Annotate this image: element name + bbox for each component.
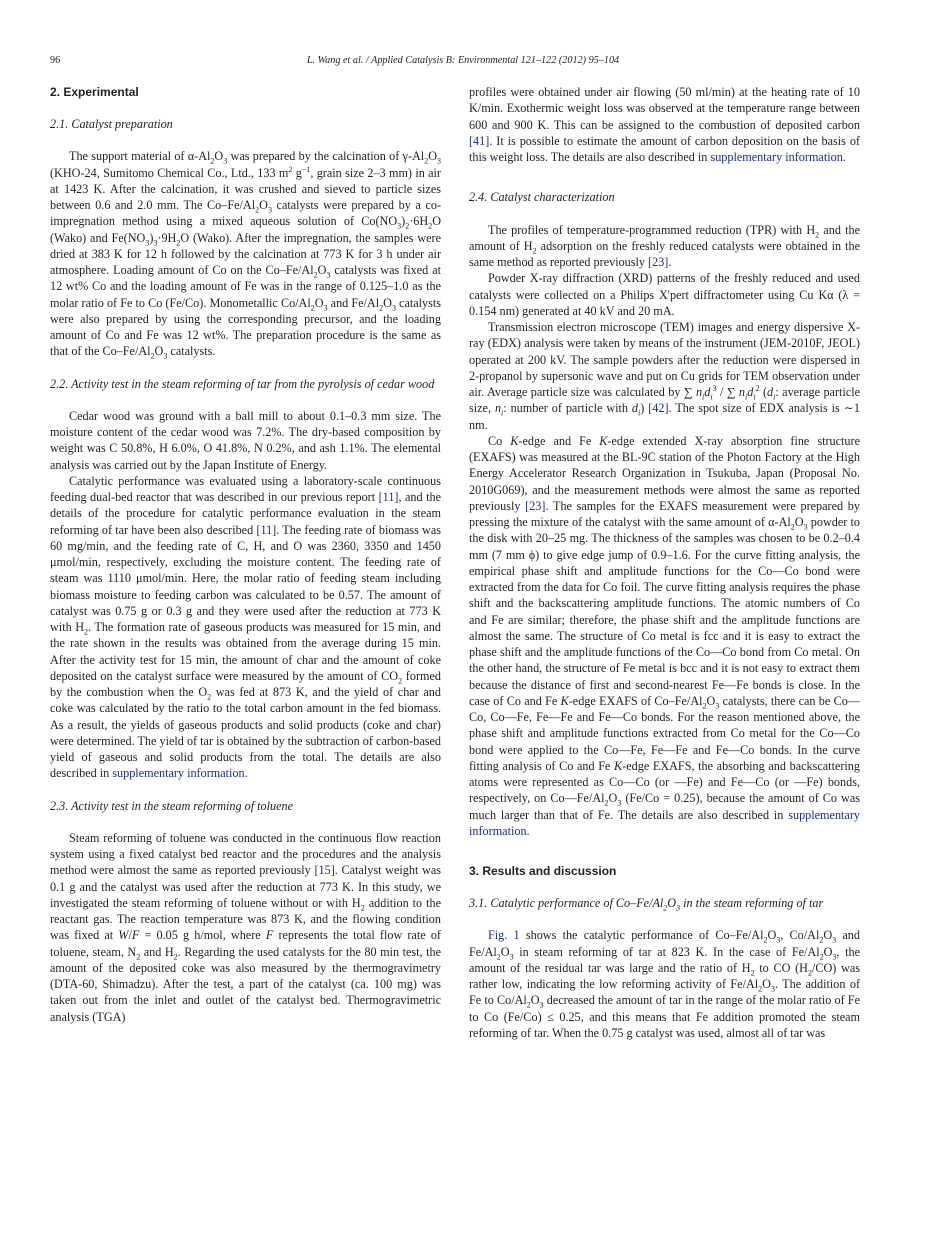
paragraph: Cedar wood was ground with a ball mill to about 0.1–0.3 mm size. The moisture content of the cedar wood was 7.2%. The dry-based composition by weight was C 50.8%, H 6.0%, O 41.8%, N 0.2%, and ash 1.1%. The elemental analysis was carried out by the Japan Institute of Energy.: [50, 408, 441, 472]
supplementary-information-link[interactable]: supplementary information: [112, 766, 245, 781]
paragraph: Powder X-ray diffraction (XRD) patterns of the freshly reduced and used catalysts were collected on a Philips X'pert diffractometer using Cu Kα (λ = 0.154 nm) generated at 40 kV and 20 mA.: [469, 271, 860, 318]
subsection-heading-catalyst-characterization: 2.4. Catalyst characterization: [469, 190, 615, 205]
supplementary-information-link[interactable]: supplementary information: [710, 150, 843, 164]
supplementary-information-link[interactable]: supplementary information: [469, 807, 860, 838]
subsection-heading-catalyst-preparation: 2.1. Catalyst preparation: [50, 117, 173, 131]
right-column: [469, 84, 860, 1041]
citation-link[interactable]: [11]: [378, 490, 399, 504]
paragraph: profiles were obtained under air flowing (50 ml/min) at the heating rate of 10 K/min. Exothermic weight loss was observed at the temperature range between 600 and 900 K. This can be assigned to the combustion of deposited carbon [41]. It is possible to estimate the amount of carbon deposition on the basis of this weight loss. The details are also described in supplementary information.: [469, 85, 860, 164]
citation-link[interactable]: [15]: [314, 863, 335, 878]
running-head: L. Wang et al. / Applied Catalysis B: Environmental 121–122 (2012) 95–104: [306, 55, 620, 66]
citation-link[interactable]: [41]: [469, 133, 490, 148]
citation-link[interactable]: [23]: [525, 498, 546, 513]
citation-link[interactable]: [11]: [256, 522, 277, 537]
figure-link[interactable]: Fig. 1: [488, 928, 520, 943]
subsection-heading-activity-test-toluene: 2.3. Activity test in the steam reforming of toluene: [50, 798, 294, 813]
paragraph: Fig. 1 shows the catalytic performance of $Co-Fe/Al_2O_3$, $Co/Al_2O_3$ and $Fe/Al_2O_3$ in steam reforming of tar at 823 K. In the case of $Fe/Al_2O_3$, the amount of the residual tar was large and the ratio of $H_2$ to CO $(H_2/CO)$ was rather low, indicating the low reforming activity of $Fe/Al_2O_3$. The addition of Fe to $Co/Al_2O_3$ decreased the amount of tar in the range of the molar ratio of Fe to Co (Fe/Co) ≤ 0.25, and this means that Fe addition promoted the steam reforming of tar. When the 0.75 g catalyst was used, almost all of tar was: [469, 928, 860, 1040]
section-heading-experimental: 2. Experimental: [50, 85, 139, 99]
paragraph: Catalytic performance was evaluated using a laboratory-scale continuous feeding dual-bed reactor that was described in our previous report [11], and the details of the procedure for catalytic performance evaluation in the steam reforming of tar have been also described [11]. The feeding rate of biomass was 60 mg/min, and the feeding rate of C, H, and O was 2360, 3350 and 1450 μmol/min, respectively, excluding the moisture content. The feeding rate of steam was 1110 μmol/min. Here, the molar ratio of feeding steam including biomass moisture to feeding carbon was calculated to be 0.57. The amount of catalyst was 0.75 g or 0.3 g and they were used after the reduction at 773 K with $H_2$. The formation rate of gaseous products was measured for 15 min, and the rate shown in the results was obtained from the average during 15 min. After the activity test for 15 min, the amount of char and the amount of coke deposited on the catalyst surface were measured by the amount of $CO_2$ formed by the combustion when the $O_2$ was fed at 873 K, and the yield of char and coke was calculated by the ratio to the total carbon amount in the fed biomass. As a result, the yields of gaseous products and solid products (coke and char) were determined. The yield of tar is obtained by the subtraction of carbon-based yield of gaseous and solid products from the total. The details are also described in supplementary information.: [50, 473, 441, 781]
citation-link[interactable]: [42]: [648, 401, 669, 416]
paragraph: The profiles of temperature-programmed reduction (TPR) with $H_2$ and the amount of $H_2$ adsorption on the freshly reduced catalysts were obtained in the same method as reported previously [23].: [469, 222, 860, 269]
paragraph: The support material of $\alpha-Al_2O_3$ was prepared by the calcination of $\gamma-Al_2O_3$ (KHO-24, Sumitomo Chemical Co., Ltd., 133 $m^2$ $g^{-1}$, grain size 2–3 mm) in air at 1423 K. After the calcination, it was crushed and sieved to particle sizes between 0.6 and 2.0 mm. The $Co-Fe/Al_2O_3$ catalysts were prepared by a co-impregnation method using a mixed aqueous solution of $Co(NO_3)_2\cdot 6H_2O$ (Wako) and $Fe(NO_3)_3\cdot 9H_2O$ (Wako). After the impregnation, the samples were dried at 383 K for 12 h followed by the calcination at 773 K for 3 h under air atmosphere. Loading amount of Co on the $Co-Fe/Al_2O_3$ catalysts was fixed at 12 wt% Co and the loading amount of Fe was in the range of 0.125–1.0 as the molar ratio of Fe to Co (Fe/Co). Monometallic $Co/Al_2O_3$ and $Fe/Al_2O_3$ catalysts were also prepared by using the corresponding precursor, and the loading amount of Co and Fe was 12 wt%. The preparation procedure is the same as that of the $Co-Fe/Al_2O_3$ catalysts.: [50, 149, 442, 361]
paragraph: Steam reforming of toluene was conducted in the continuous flow reaction system using a fixed catalyst bed reactor and the procedures and the analysis method were almost the same as reported previously [15]. Catalyst weight was 0.1 g and the catalyst was used after the reduction at 773 K. In this study, we investigated the steam reforming of toluene without or with $H_2$ addition to the reactant gas. The reaction temperature was 873 K, and the flowing condition was fixed at W/F = 0.05 g h/mol, where F represents the total flow rate of toluene, steam, $N_2$ and $H_2$. Regarding the used catalysts for the 80 min test, the amount of the deposited coke was also measured by the thermogravimetry (DTA-60, Shimadzu). After the test, a part of the catalyst (ca. 100 mg) was taken out from the inlet and outlet of the catalyst bed. Thermogravimetric analysis (TGA): [50, 830, 442, 1024]
citation-link[interactable]: [23]: [648, 255, 669, 269]
paragraph: Transmission electron microscope (TEM) images and energy dispersive X-ray (EDX) analysis were taken by means of the instrument (JEM-2010F, JEOL) operated at 200 kV. The sample powders after the reduction were dispersed in 2-propanol by supersonic wave and put on Cu grids for TEM observation under air. Average particle size was calculated by ∑ $n_id_i^3$ / ∑ $n_id_i^2$ ($d_i$: average particle size, $n_i$: number of particle with $d_i$) [42]. The spot size of EDX analysis is ∼1 nm.: [469, 320, 861, 432]
subsection-heading-catalytic-performance: 3.1. Catalytic performance of $Co-Fe/Al_2O_3$ in the steam reforming of tar: [469, 896, 824, 913]
page-number: 96: [50, 55, 61, 66]
paragraph: Co K-edge and Fe K-edge extended X-ray absorption fine structure (EXAFS) was measured at the BL-9C station of the Photon Factory at the High Energy Accelerator Research Organization in Tsukuba, Japan (Proposal No. 2010G069), and the measurement methods were almost the same as reported previously [23]. The samples for the EXAFS measurement were prepared by pressing the mixture of the catalyst with the same amount of $\alpha-Al_2O_3$ powder to the disk with 20–25 mg. The thickness of the samples was chosen to be 0.2–0.4 mm (7 mm ϕ) to give edge jump of 0.9–1.6. For the curve fitting analysis, the empirical phase shift and amplitude functions for the Co—Co bond were extracted from the data for Co foil. The curve fitting analysis requires the phase shift and the backscattering amplitude functions. The atomic numbers of Co and Fe are similar; therefore, the phase shift and the amplitude functions are almost the same. The structure of Co metal is fcc and it is easy to extract the phase shift and the amplitude functions of the Co—Co bond from Co metal. On the other hand, the structure of Fe metal is bcc and it is not easy to extract them because the distance of first and second-nearest Fe—Fe bonds is close. In the case of Co and Fe K-edge EXAFS of $Co-Fe/Al_2O_3$ catalysts, there can be Co—Co, Co—Fe, Fe—Fe and Fe—Co bonds. For the reason mentioned above, the phase shift and amplitude functions extracted from Co metal for the Co—Co bond were applied to the Co—Fe, Fe—Fe and Fe—Co bonds. In the curve fitting analysis of Co and Fe K-edge EXAFS, the absorbing and backscattering atoms were represented as Co—Co (or —Fe) and Fe—Co (or —Fe) bonds, respectively, on $Co—Fe/Al_2O_3$ (Fe/Co = 0.25), because the amount of Co was much larger than that of Fe. The details are also described in supplementary information.: [469, 433, 860, 838]
left-column: [50, 84, 441, 1025]
subsection-heading-activity-test-tar: 2.2. Activity test in the steam reforming of tar from the pyrolysis of cedar wood: [50, 376, 435, 391]
section-heading-results: 3. Results and discussion: [469, 864, 617, 878]
